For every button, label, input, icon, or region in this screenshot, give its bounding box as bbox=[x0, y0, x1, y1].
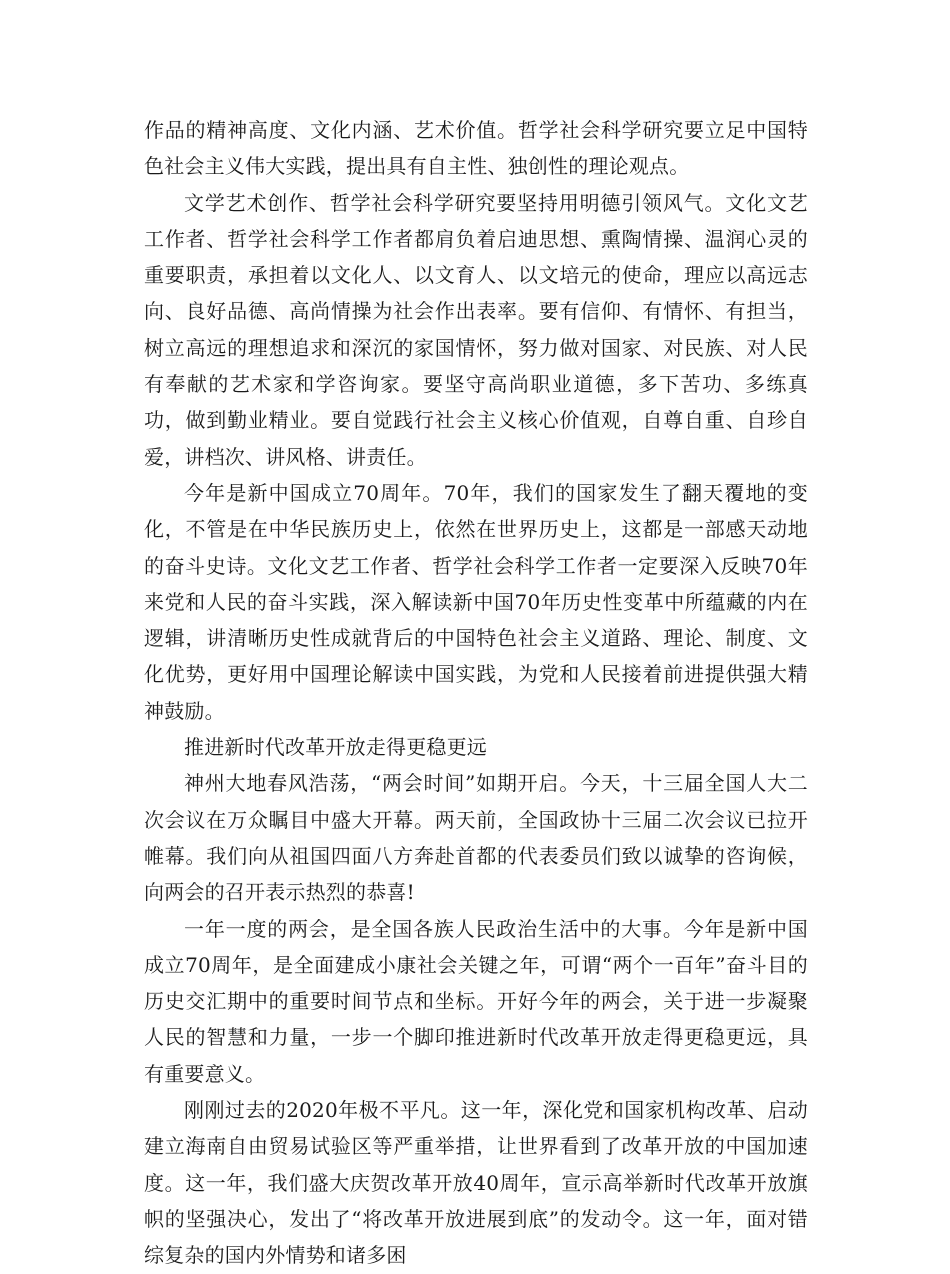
document-body bbox=[144, 112, 808, 1274]
paragraph-6: 刚刚过去的2020年极不平凡。这一年，深化党和国家机构改革、启动建立海南自由贸易试验区等严重举措，让世界看到了改革开放的中国加速度。这一年，我们盛大庆贺改革开放40周年，宣示高举新时代改革开放旗帜的坚强决心，发出了“将改革开放进展到底”的发动令。这一年，面对错综复杂的国内外情势和诸多困 bbox=[144, 1098, 808, 1268]
paragraph-2: 文学艺术创作、哲学社会科学研究要坚持用明德引领风气。文化文艺工作者、哲学社会科学工作者都肩负着启迪思想、熏陶情操、温润心灵的重要职责，承担着以文化人、以文育人、以文培元的使命，理应以高远志向、良好品德、高尚情操为社会作出表率。要有信仰、有情怀、有担当，树立高远的理想追求和深沉的家国情怀，努力做对国家、对民族、对人民有奉献的艺术家和学咨询家。要坚守高尚职业道德，多下苦功、多练真功，做到勤业精业。要自觉践行社会主义核心价值观，自尊自重、自珍自爱，讲档次、讲风格、讲责任。 bbox=[144, 190, 808, 469]
section-heading: 推进新时代改革开放走得更稳更远 bbox=[184, 735, 487, 760]
paragraph-1: 作品的精神高度、文化内涵、艺术价值。哲学社会科学研究要立足中国特色社会主义伟大实践，提出具有自主性、独创性的理论观点。 bbox=[144, 118, 808, 179]
paragraph-5: 一年一度的两会，是全国各族人民政治生活中的大事。今年是新中国成立70周年，是全面建成小康社会关键之年，可谓“两个一百年”奋斗目的历史交汇期中的重要时间节点和坐标。开好今年的两会，关于进一步凝聚人民的智慧和力量，一步一个脚印推进新时代改革开放走得更稳更远，具有重要意义。 bbox=[144, 916, 808, 1086]
paragraph-3: 今年是新中国成立70周年。70年，我们的国家发生了翻天覆地的变化，不管是在中华民族历史上，依然在世界历史上，这都是一部感天动地的奋斗史诗。文化文艺工作者、哲学社会科学工作者一定要深入反映70年来党和人民的奋斗实践，深入解读新中国70年历史性变革中所蕴藏的内在逻辑，讲清晰历史性成就背后的中国特色社会主义道路、理论、制度、文化优势，更好用中国理论解读中国实践，为党和人民接着前进提供强大精神鼓励。 bbox=[144, 480, 808, 723]
paragraph-4: 神州大地春风浩荡，“两会时间”如期开启。今天，十三届全国人大二次会议在万众瞩目中盛大开幕。两天前，全国政协十三届二次会议已拉开帷幕。我们向从祖国四面八方奔赴首都的代表委员们致以诚挚的咨询候，向两会的召开表示热烈的恭喜! bbox=[144, 771, 808, 905]
